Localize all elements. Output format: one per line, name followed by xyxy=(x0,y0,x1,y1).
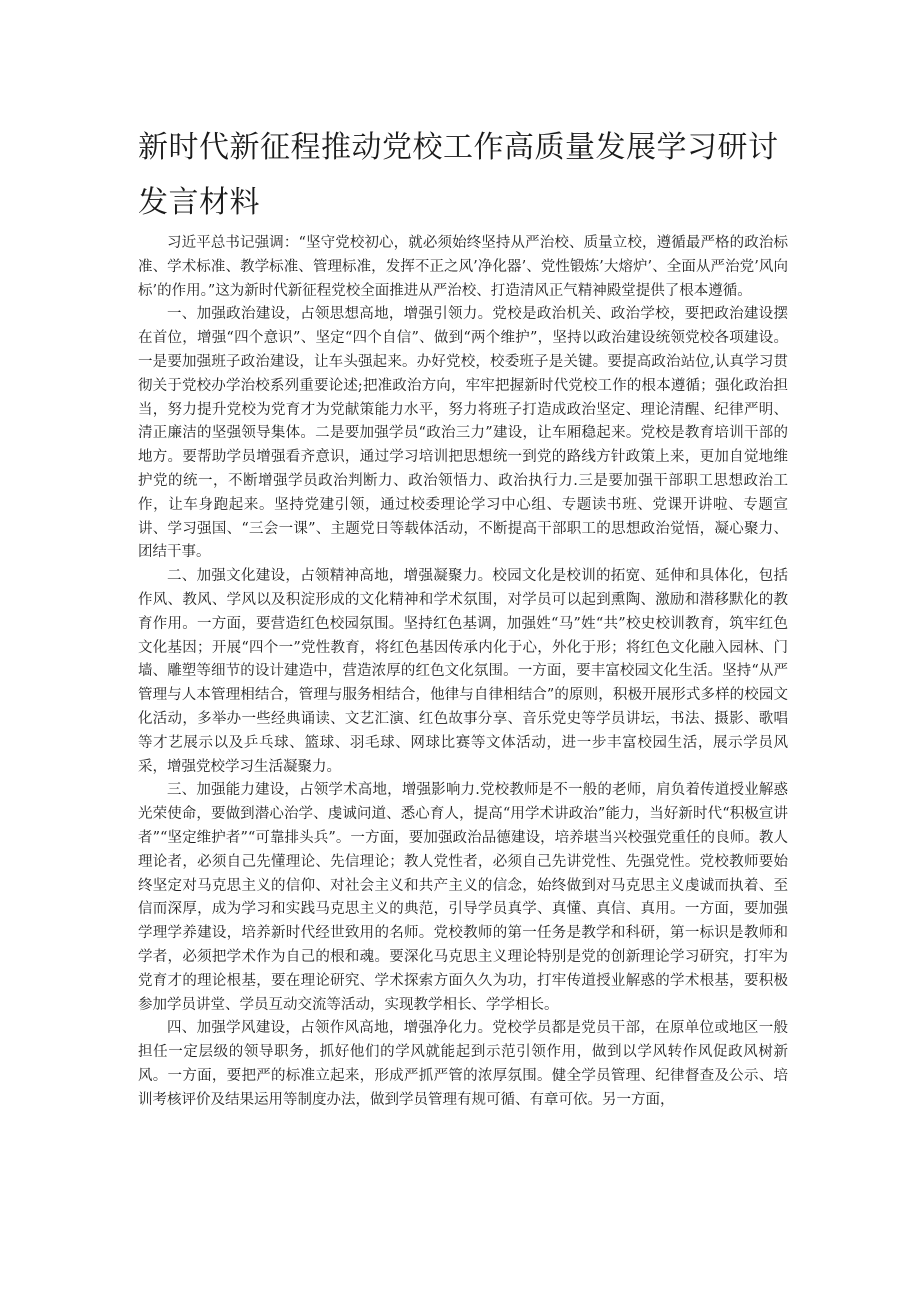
paragraph-cultural-building: 二、加强文化建设，占领精神高地，增强凝聚力。校园文化是校训的拓宽、延伸和具体化，包括作风、教风、学风以及积淀形成的文化精神和学术氛围，对学员可以起到熏陶、激励和潜移默化的教育作用。一方面，要营造红色校园氛围。坚持红色基调，加强姓“马”姓“共”校史校训教育，筑牢红色文化基因；开展“四个一”党性教育，将红色基因传承内化于心，外化于形；将红色文化融入园林、门墙、雕塑等细节的设计建造中，营造浓厚的红色文化氛围。一方面，要丰富校园文化生活。坚持“从严管理与人本管理相结合，管理与服务相结合，他律与自律相结合”的原则，积极开展形式多样的校园文化活动，多举办一些经典诵读、文艺汇演、红色故事分享、音乐党史等学员讲坛，书法、摄影、歌唱等才艺展示以及乒乓球、篮球、羽毛球、网球比赛等文体活动，进一步丰富校园生活，展示学员风采，增强党校学习生活凝聚力。 xyxy=(138,568,788,775)
paragraph-political-building: 一、加强政治建设，占领思想高地，增强引领力。党校是政治机关、政治学校，要把政治建设摆在首位，增强“四个意识”、坚定“四个自信”、做到“两个维护”，坚持以政治建设统领党校各项建设。一是要加强班子政治建设，让车头强起来。办好党校，校委班子是关键。要提高政治站位,认真学习贯彻关于党校办学治校系列重要论述;把准政治方向，牢牢把握新时代党校工作的根本遵循；强化政治担当，努力提升党校为党育才为党献策能力水平，努力将班子打造成政治坚定、理论清醒、纪律严明、清正廉洁的坚强领导集体。二是要加强学员“政治三力”建设，让车厢稳起来。党校是教育培训干部的地方。要帮助学员增强看齐意识，通过学习培训把思想统一到党的路线方针政策上来，更加自觉地维护党的统一，不断增强学员政治判断力、政治领悟力、政治执行力.三是要加强干部职工思想政治工作，让车身跑起来。坚持党建引领，通过校委理论学习中心组、专题读书班、党课开讲啦、专题宣讲、学习强国、“三会一课”、主题党日等载体活动，不断提高干部职工的思想政治觉悟，凝心聚力、团结干事。 xyxy=(138,306,788,561)
paragraph-capability-building: 三、加强能力建设，占领学术高地，增强影响力.党校教师是不一般的老师，肩负着传道授业解惑光荣使命，要做到潜心治学、虔诚问道、悉心育人，提高“用学术讲政治”能力，当好新时代“积极宣讲者”“坚定维护者”“可靠排头兵”。一方面，要加强政治品德建设，培养堪当兴校强党重任的良师。教人理论者，必须自己先懂理论、先信理论；教人党性者，必须自己先讲党性、先强党性。党校教师要始终坚定对马克思主义的信仰、对社会主义和共产主义的信念，始终做到对马克思主义虔诚而执着、至信而深厚，成为学习和实践马克思主义的典范，引导学员真学、真懂、真信、真用。一方面，要加强学理学养建设，培养新时代经世致用的名师。党校教师的第一任务是教学和科研，第一标识是教师和学者，必须把学术作为自己的根和魂。要深化马克思主义理论特别是党的创新理论学习研究，打牢为党育才的理论根基，要在理论研究、学术探索方面久久为功，打牢传道授业解惑的学术根基，要积极参加学员讲堂、学员互动交流等活动，实现教学相长、学学相长。 xyxy=(138,782,788,1013)
paragraph-intro: 习近平总书记强调：“坚守党校初心，就必须始终坚持从严治校、质量立校，遵循最严格的政治标准、学术标准、教学标准、管理标准，发挥不正之风’净化器’、党性锻炼’大熔炉’、全面从严治党’风向标’的作用。”这为新时代新征程党校全面推进从严治校、打造清风正气精神殿堂提供了根本遵循。 xyxy=(138,235,788,299)
document-body xyxy=(138,232,788,1112)
paragraph-study-style-building: 四、加强学风建设，占领作风高地，增强净化力。党校学员都是党员干部，在原单位或地区一般担任一定层级的领导职务，抓好他们的学风就能起到示范引领作用，做到以学风转作风促政风树新风。一方面，要把严的标准立起来，形成严抓严管的浓厚氛围。健全学员管理、纪律督查及公示、培训考核评价及结果运用等制度办法，做到学员管理有规可循、有章可依。另一方面， xyxy=(138,1020,788,1108)
document-title: 新时代新征程推动党校工作高质量发展学习研讨发言材料 xyxy=(138,130,779,220)
